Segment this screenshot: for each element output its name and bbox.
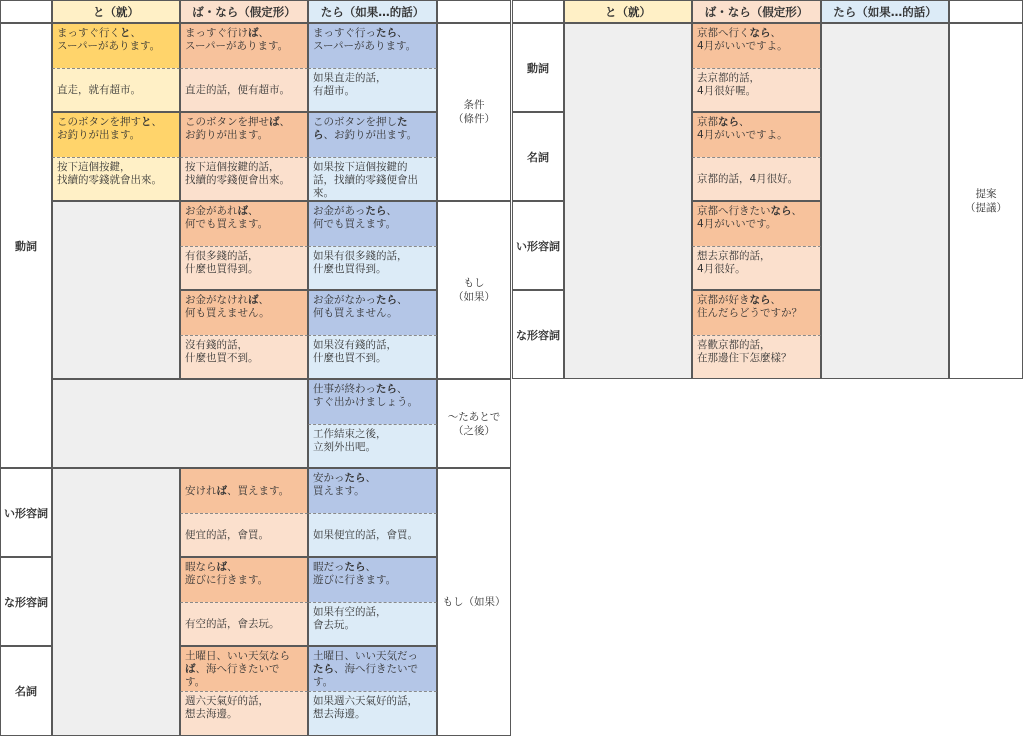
r-header-category	[949, 0, 1023, 23]
category-condition: 条件 （條件）	[437, 23, 511, 201]
r-empty-to	[564, 23, 692, 379]
r-pos-label-na-adj: な形容詞	[512, 290, 564, 379]
left-cell-v1-tara-zh: 如果直走的話， 有超市。	[308, 68, 437, 112]
right-cell-r4: 京都が好きなら、 住んだらどうですか？	[692, 290, 821, 335]
left-cell-i-ba: 安けれ ば 、買えます。	[180, 468, 308, 513]
left-cell-v2-tara: このボタンを押した ら、お釣りが出ます。	[308, 112, 437, 157]
left-cell-v2-to-zh: 按下這個按鍵， 找續的零錢就會出來。	[52, 157, 180, 201]
header-tara: たら（如果…的話）	[308, 0, 437, 23]
left-cell-n-ba-zh: 週六天氣好的話， 想去海邊。	[180, 691, 308, 736]
header-category	[437, 0, 511, 23]
right-cell-r1-zh: 去京都的話， 4月很好喔。	[692, 68, 821, 112]
left-cell-i-ba-zh: 便宜的話，會買。	[180, 513, 308, 557]
left-cell-na-tara: 暇だったら、 遊びに行きます。	[308, 557, 437, 602]
empty-to-adj-noun	[52, 468, 180, 736]
right-cell-r2: 京都なら、 4月がいいですよ。	[692, 112, 821, 157]
r-header-tara: たら（如果…的話）	[821, 0, 949, 23]
left-cell-v5-tara-zh: 工作結束之後， 立刻外出吧。	[308, 424, 437, 468]
left-cell-v1-tara: まっすぐ行ったら、 スーパーがあります。	[308, 23, 437, 68]
pos-label-verb: 動詞	[0, 23, 52, 468]
left-cell-na-ba: 暇ならば、 遊びに行きます。	[180, 557, 308, 602]
left-cell-n-tara-zh: 如果週六天氣好的話， 想去海邊。	[308, 691, 437, 736]
r-header-ba: ば・なら（假定形）	[692, 0, 821, 23]
category-taato: ～たあとで （之後）	[437, 379, 511, 468]
r-category-proposal: 提案 （提議）	[949, 23, 1023, 379]
left-cell-v1-to-zh: 直走，就有超市。	[52, 68, 180, 112]
left-cell-v3-ba: お金があれば、 何でも買えます。	[180, 201, 308, 246]
left-cell-i-tara-zh: 如果便宜的話，會買。	[308, 513, 437, 557]
header-blank	[0, 0, 52, 23]
right-cell-r3-zh: 想去京都的話， 4月很好。	[692, 246, 821, 290]
left-cell-v4-ba-zh: 沒有錢的話， 什麼也買不到。	[180, 335, 308, 379]
pos-label-noun: 名詞	[0, 646, 52, 736]
left-cell-n-tara: 土曜日、いい天気だっ たら、海へ行きたいで す。	[308, 646, 437, 691]
left-cell-v3-tara: お金があったら、 何でも買えます。	[308, 201, 437, 246]
r-pos-label-noun: 名詞	[512, 112, 564, 201]
header-ba: ば・なら（假定形）	[180, 0, 308, 23]
r-pos-label-i-adj: い形容詞	[512, 201, 564, 290]
left-cell-na-tara-zh: 如果有空的話， 會去玩。	[308, 602, 437, 646]
left-cell-v2-ba-zh: 按下這個按鍵的話， 找續的零錢便會出來。	[180, 157, 308, 201]
left-cell-v2-to: このボタンを押すと、 お釣りが出ます。	[52, 112, 180, 157]
r-empty-tara	[821, 23, 949, 379]
left-cell-v4-ba: お金がなければ、 何も買えません。	[180, 290, 308, 335]
pos-label-i-adj: い形容詞	[0, 468, 52, 557]
left-cell-i-tara: 安かったら、 買えます。	[308, 468, 437, 513]
left-cell-v5-tara: 仕事が終わったら、 すぐ出かけましょう。	[308, 379, 437, 424]
category-moshi-2: もし（如果）	[437, 468, 511, 736]
right-cell-r4-zh: 喜歡京都的話， 在那邊住下怎麼樣？	[692, 335, 821, 379]
left-cell-v3-ba-zh: 有很多錢的話， 什麼也買得到。	[180, 246, 308, 290]
r-pos-label-verb: 動詞	[512, 23, 564, 112]
pos-label-na-adj: な形容詞	[0, 557, 52, 646]
left-cell-v2-tara-zh: 如果按下這個按鍵的 話，找續的零錢便會出 來。	[308, 157, 437, 201]
left-cell-v3-tara-zh: 如果有很多錢的話， 什麼也買得到。	[308, 246, 437, 290]
left-cell-v1-ba-zh: 直走的話，便有超市。	[180, 68, 308, 112]
left-cell-v4-tara: お金がなかったら、 何も買えません。	[308, 290, 437, 335]
empty-to-ba-taato	[52, 379, 308, 468]
left-cell-v1-ba: まっすぐ行けば、 スーパーがあります。	[180, 23, 308, 68]
r-header-blank	[512, 0, 564, 23]
r-header-to: と（就）	[564, 0, 692, 23]
left-cell-v2-ba: このボタンを押せば、 お釣りが出ます。	[180, 112, 308, 157]
right-cell-r3: 京都へ行きたいなら、 4月がいいです。	[692, 201, 821, 246]
header-to: と（就）	[52, 0, 180, 23]
right-cell-r1: 京都へ行くなら、 4月がいいですよ。	[692, 23, 821, 68]
right-cell-r2-zh: 京都的話，4月很好。	[692, 157, 821, 201]
left-cell-na-ba-zh: 有空的話，會去玩。	[180, 602, 308, 646]
left-cell-v4-tara-zh: 如果沒有錢的話， 什麼也買不到。	[308, 335, 437, 379]
left-cell-n-ba: 土曜日、いい天気なら ば、海へ行きたいで す。	[180, 646, 308, 691]
empty-to-moshi	[52, 201, 180, 379]
left-cell-v1-to: まっすぐ行くと、 スーパーがあります。	[52, 23, 180, 68]
category-moshi: もし （如果）	[437, 201, 511, 379]
